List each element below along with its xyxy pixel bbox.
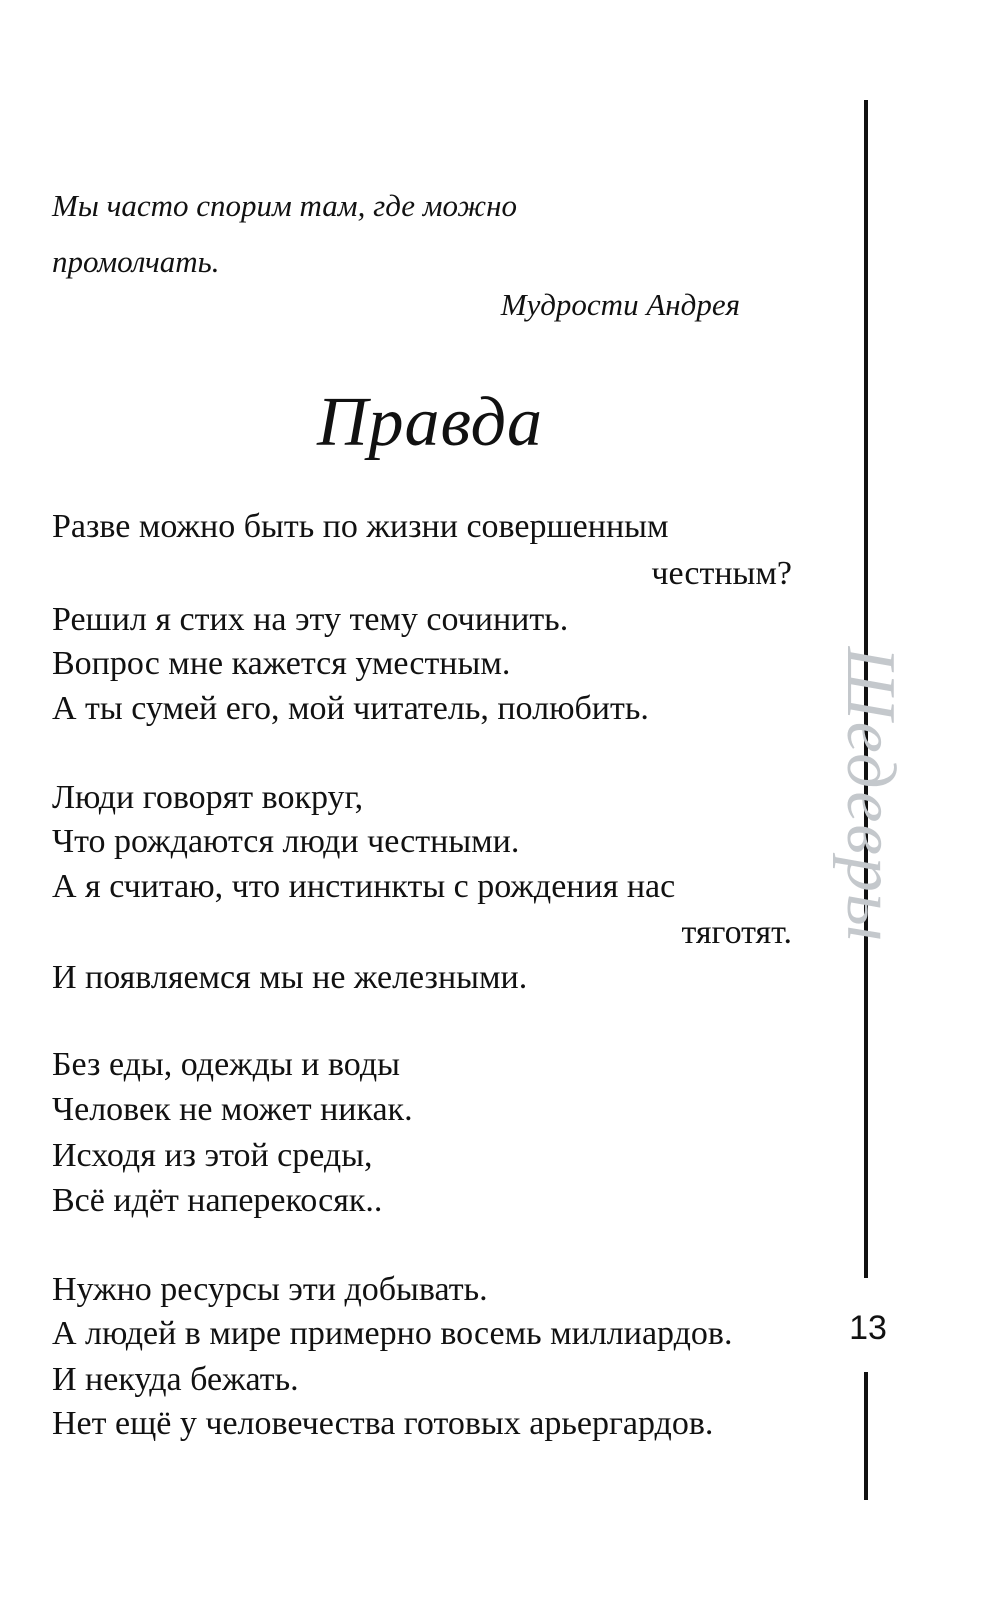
poem-line: Человек не может никак. [52, 1091, 413, 1128]
poem-line: Всё идёт наперекосяк.. [52, 1182, 383, 1219]
side-section-title: Шедевры [832, 646, 909, 944]
poem-line: Люди говорят вокруг, [52, 779, 364, 816]
poem-line: И появляемся мы не железными. [52, 959, 528, 996]
poem-line: А я считаю, что инстинкты с рождения нас [52, 868, 676, 905]
page-number: 13 [849, 1309, 887, 1347]
poem-line: Решил я стих на эту тему сочинить. [52, 601, 569, 638]
epigraph-line: промолчать. [52, 244, 220, 279]
poem-line: Нужно ресурсы эти добывать. [52, 1271, 488, 1308]
epigraph-line: Мы часто спорим там, где можно [52, 188, 517, 223]
poem-line: Исходя из этой среды, [52, 1137, 373, 1174]
margin-rule-bottom [864, 1372, 868, 1500]
poem-line-continuation: честным? [651, 555, 792, 592]
poem-title: Правда [316, 384, 543, 461]
poem-line: Что рождаются люди честными. [52, 823, 520, 860]
poem-line: А ты сумей его, мой читатель, полюбить. [52, 690, 649, 727]
epigraph [52, 178, 752, 290]
poem-line: И некуда бежать. [52, 1361, 299, 1398]
poem-line-continuation: тяготят. [681, 914, 792, 951]
poem-line: А людей в мире примерно восемь миллиардов. [52, 1315, 733, 1352]
poem-line: Разве можно быть по жизни совершенным [52, 508, 669, 545]
epigraph-author: Мудрости Андрея [500, 287, 740, 322]
poem-line: Нет ещё у человечества готовых арьергардов. [52, 1405, 714, 1442]
poem-line: Без еды, одежды и воды [52, 1046, 400, 1083]
poem-line: Вопрос мне кажется уместным. [52, 645, 511, 682]
